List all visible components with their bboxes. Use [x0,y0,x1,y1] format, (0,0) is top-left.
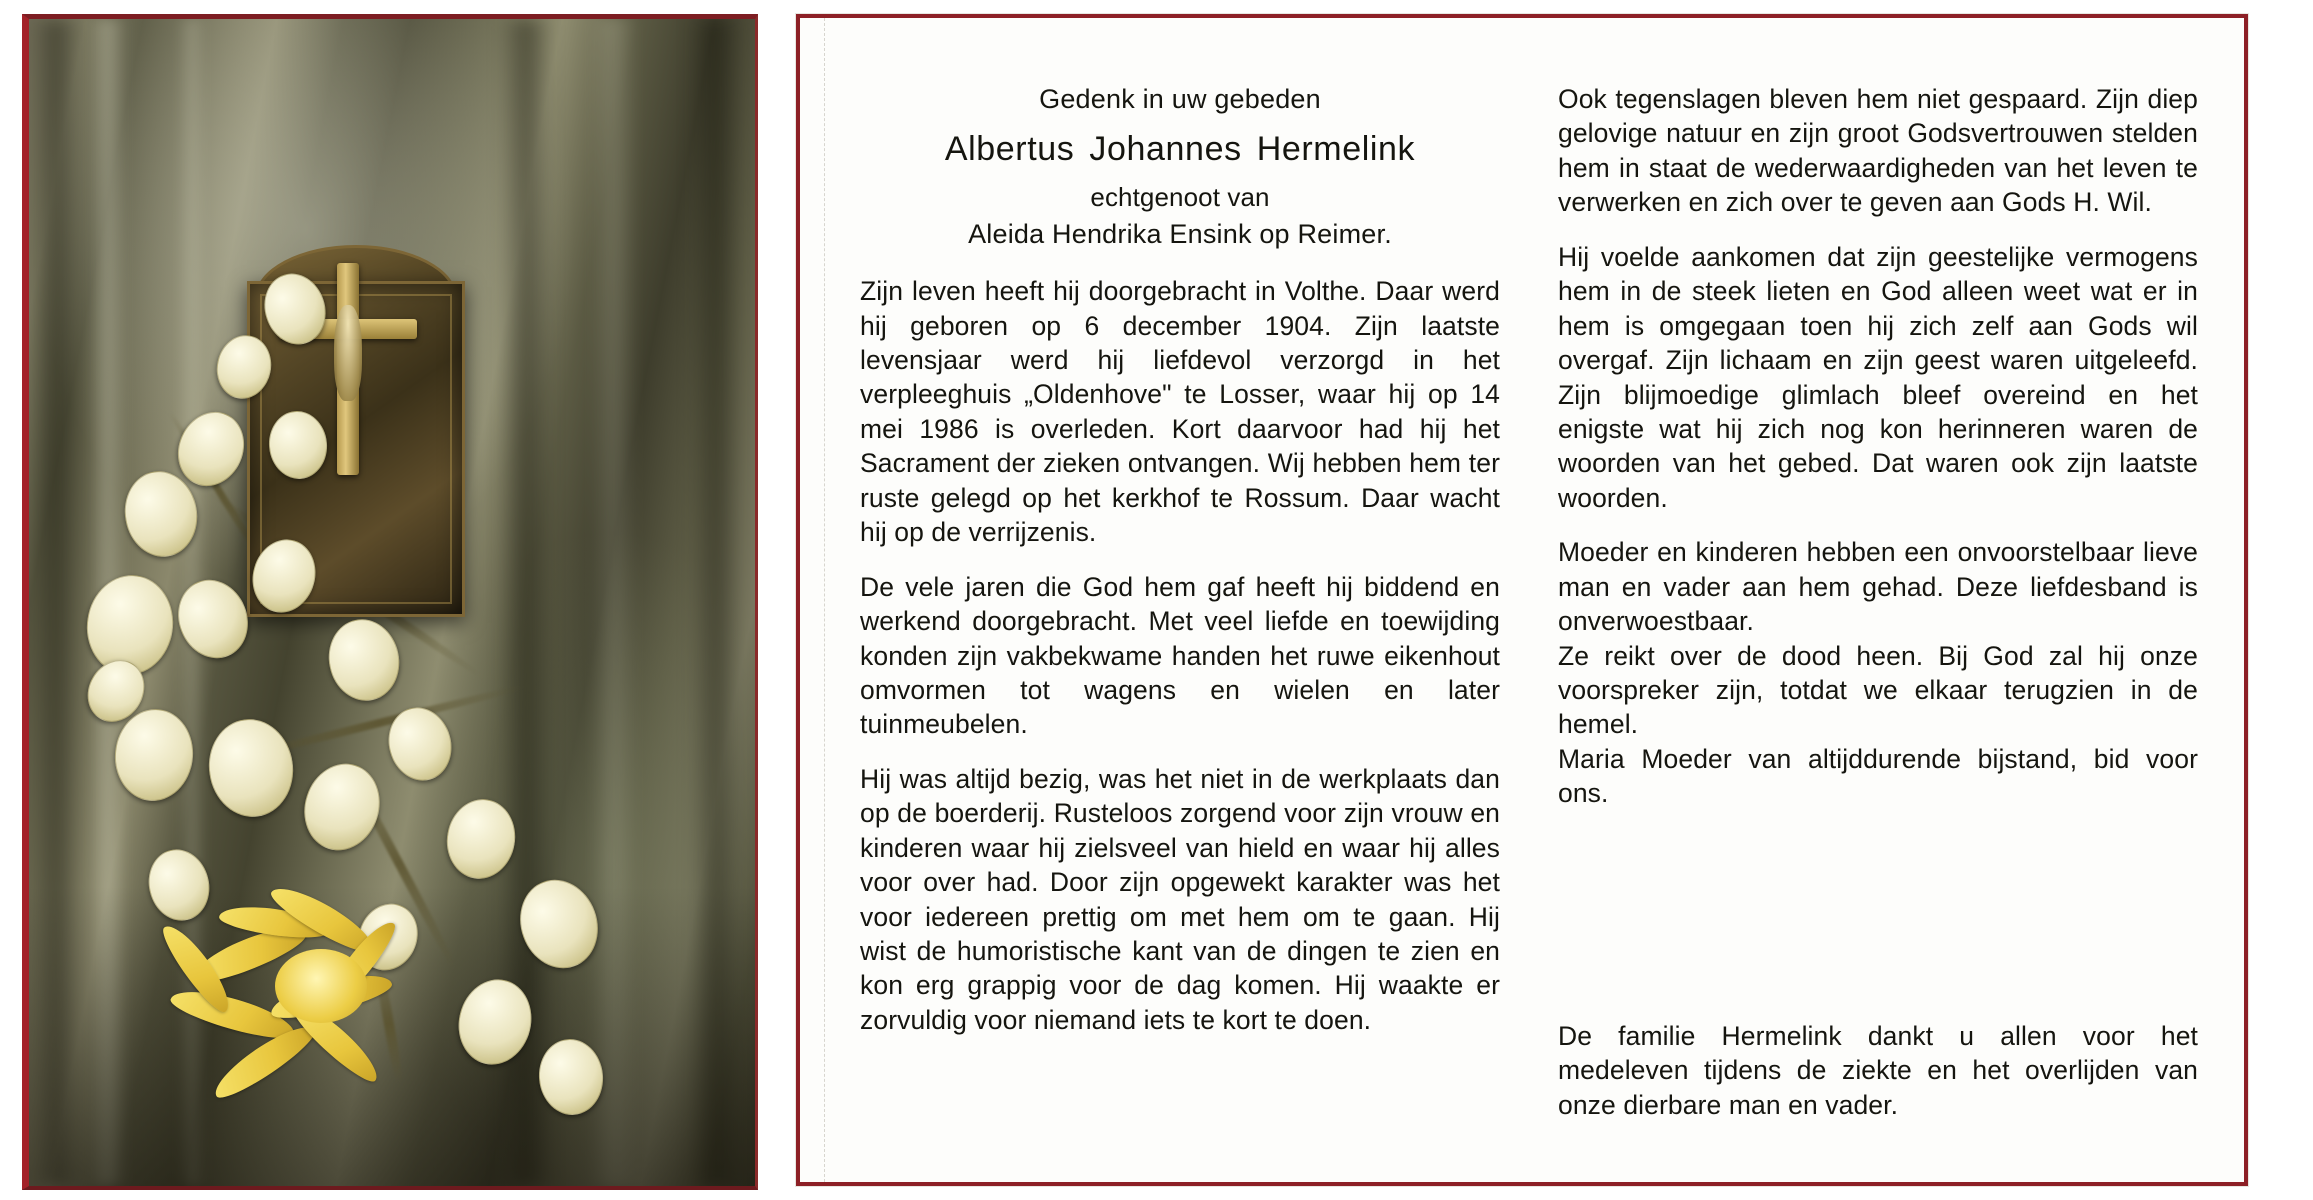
text-columns [860,82,2204,1158]
family-thanks-note: De familie Hermelink dankt u allen voor het medeleven tijdens de ziekte en het overlijden van onze dierbare man en vader. [1558,1020,2198,1120]
chrysanthemum-flower [275,949,367,1023]
memorial-text-card [796,14,2248,1186]
invocation-line: Gedenk in uw gebeden [1039,84,1321,114]
paragraph: Maria Moeder van altijddurende bijstand, bid voor ons. [1558,743,2198,809]
card-fold-line [824,18,826,1182]
paragraph: Ze reikt over de dood heen. Bij God zal hij onze voorspreker zijn, totdat we elkaar terugzien in de hemel. [1558,640,2198,740]
honesty-pod [380,700,460,788]
curtain-backdrop [29,19,755,1186]
honesty-pod [321,613,407,708]
photo-card [22,14,758,1190]
right-text-column [1558,82,2198,1158]
spouse-name: Aleida Hendrika Ensink op Reimer. [968,219,1392,250]
paragraph: Ook tegenslagen bleven hem niet gespaard. Zijn diep gelovige natuur en zijn groot Godsvertrouwen stelden hem in staat de wederwaardigheden van het leven te verwerken en zich over te geven aan Gods H. Wil. [1558,84,2198,218]
paragraph: Hij was altijd bezig, was het niet in de werkplaats dan op de boerderij. Rusteloos zorgend voor zijn vrouw en kinderen waar hij zielsveel van hield en waar hij alles voor over had. Door zijn opgewekt karakter was het voor iedereen prettig om met hem om te gaan. Hij wist de humoristische kant van de dingen te zien en kon erg grappig voor de dag komen. Hij waakte er zorvuldig voor niemand iets te kort te doen. [860,763,1500,1035]
paragraph: De vele jaren die God hem gaf heeft hij biddend en werkend doorgebracht. Met veel liefde en toewijding konden zijn vakbekwame handen het ruwe eikenhout omvormen tot wagens en wielen en later tuinmeubelen. [860,571,1500,740]
relation-label: echtgenoot van [1090,182,1270,213]
corpus-figure [334,305,362,401]
honesty-pod [293,754,391,861]
paragraph: Hij voelde aankomen dat zijn geestelijke vermogens hem in de steek lieten en God alleen weet wat er in hem is omgegaan toen hij zich zelf aan Gods wil overgaf. Zijn lichaam en zijn geest waren uitgeleefd. Zijn blijmoedige glimlach bleef overeind en het enigste wat hij zich nog kon herinneren waren de woorden van het gebed. Dat waren ook zijn laatste woorden. [1558,241,2198,513]
paragraph: Zijn leven heeft hij doorgebracht in Volthe. Daar werd hij geboren op 6 december 1904. Zijn laatste levensjaar werd hij liefdevol verzorgd in het verpleeghuis „Oldenhove" te Losser, waar hij op 14 mei 1986 is overleden. Kort daarvoor had hij het Sacrament der zieken ontvangen. Wij hebben hem ter ruste gelegd op het kerkhof te Rossum. Daar wacht hij op de verrijzenis. [860,276,1500,548]
left-text-column [860,82,1500,1158]
paragraph: Moeder en kinderen hebben een onvoorstelbaar lieve man en vader aan hem gehad. Deze liefdesband is onverwoestbaar. [1558,537,2198,637]
honesty-pod [203,714,300,823]
deceased-name: Albertus Johannes Hermelink [944,130,1416,169]
